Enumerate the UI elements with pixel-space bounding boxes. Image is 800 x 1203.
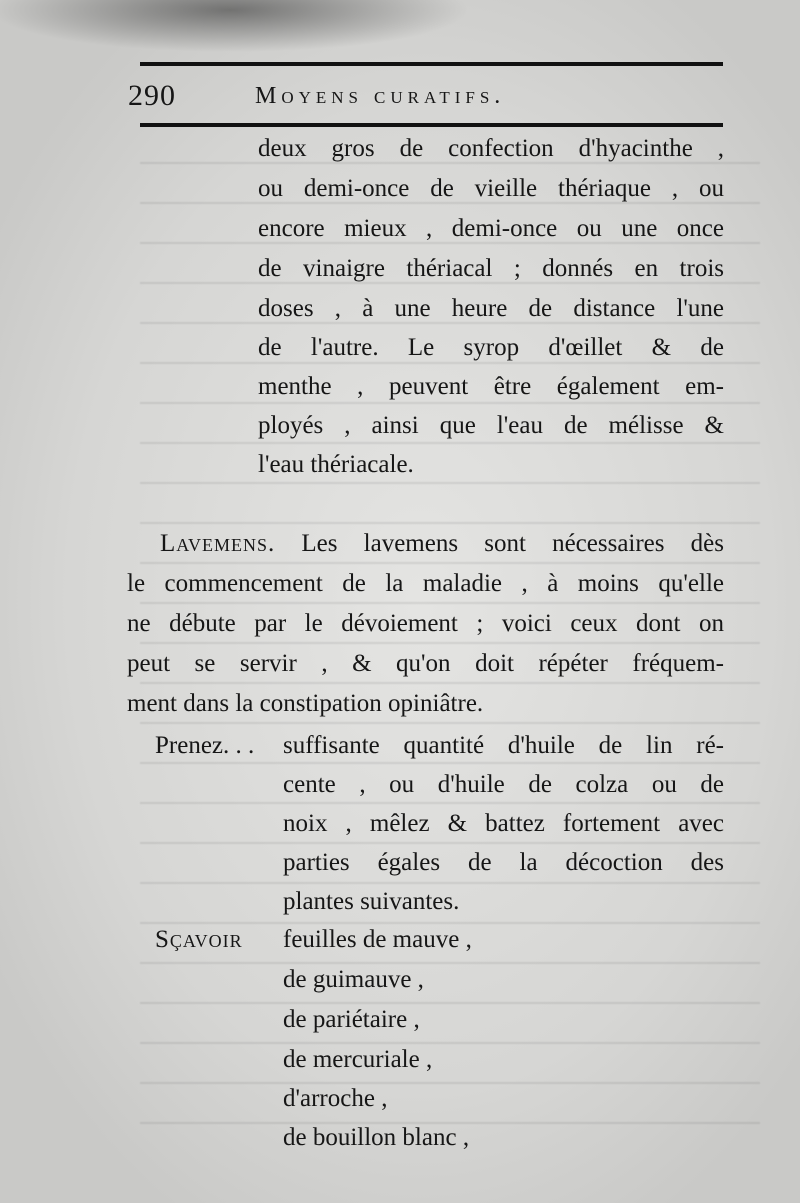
recipe-line: plantes suivantes.: [283, 888, 460, 915]
herb-item: de pariétaire ,: [283, 1006, 420, 1033]
recipe-line: noix , mêlez & battez fortement avec: [283, 810, 724, 837]
paragraph-first-line: [160, 526, 724, 562]
herb-item: feuilles de mauve ,: [283, 926, 472, 953]
running-title: Moyens curatifs.: [255, 83, 506, 109]
text-run: Les lavemens sont nécessaires dès: [301, 530, 724, 557]
text-line: de vinaigre thériacal ; donnés en trois: [258, 255, 724, 282]
text-line: ment dans la constipation opiniâtre.: [127, 690, 484, 717]
header-rule-bottom: [140, 123, 723, 127]
text-line: doses , à une heure de distance l'une: [258, 295, 724, 322]
herbs-lead: Sçavoir: [155, 926, 243, 953]
header-rule-top: [140, 62, 723, 66]
text-line: encore mieux , demi-once ou une once: [258, 215, 724, 242]
text-line: deux gros de confection d'hyacinthe ,: [258, 135, 724, 162]
text-line: de l'autre. Le syrop d'œillet & de: [258, 334, 724, 361]
section-heading: Lavemens.: [160, 530, 276, 557]
text-line: ou demi-once de vieille thériaque , ou: [258, 175, 724, 202]
page-number: 290: [128, 79, 176, 112]
recipe-lead: Prenez. . .: [155, 732, 255, 759]
text-line: peut se servir , & qu'on doit répéter fréquem-: [127, 650, 724, 677]
text-line: l'eau thériacale.: [258, 451, 414, 478]
recipe-line: parties égales de la décoction des: [283, 849, 724, 876]
recipe-line: suffisante quantité d'huile de lin ré-: [283, 732, 724, 759]
recipe-line: cente , ou d'huile de colza ou de: [283, 771, 724, 798]
text-line: le commencement de la maladie , à moins qu'elle: [127, 570, 724, 597]
herb-item: d'arroche ,: [283, 1085, 388, 1112]
text-line: menthe , peuvent être également em-: [258, 373, 724, 400]
herb-item: de mercuriale ,: [283, 1046, 433, 1073]
herb-item: de bouillon blanc ,: [283, 1124, 470, 1151]
text-line: ployés , ainsi que l'eau de mélisse &: [258, 412, 724, 439]
text-line: ne débute par le dévoiement ; voici ceux dont on: [127, 610, 724, 637]
herb-item: de guimauve ,: [283, 966, 424, 993]
